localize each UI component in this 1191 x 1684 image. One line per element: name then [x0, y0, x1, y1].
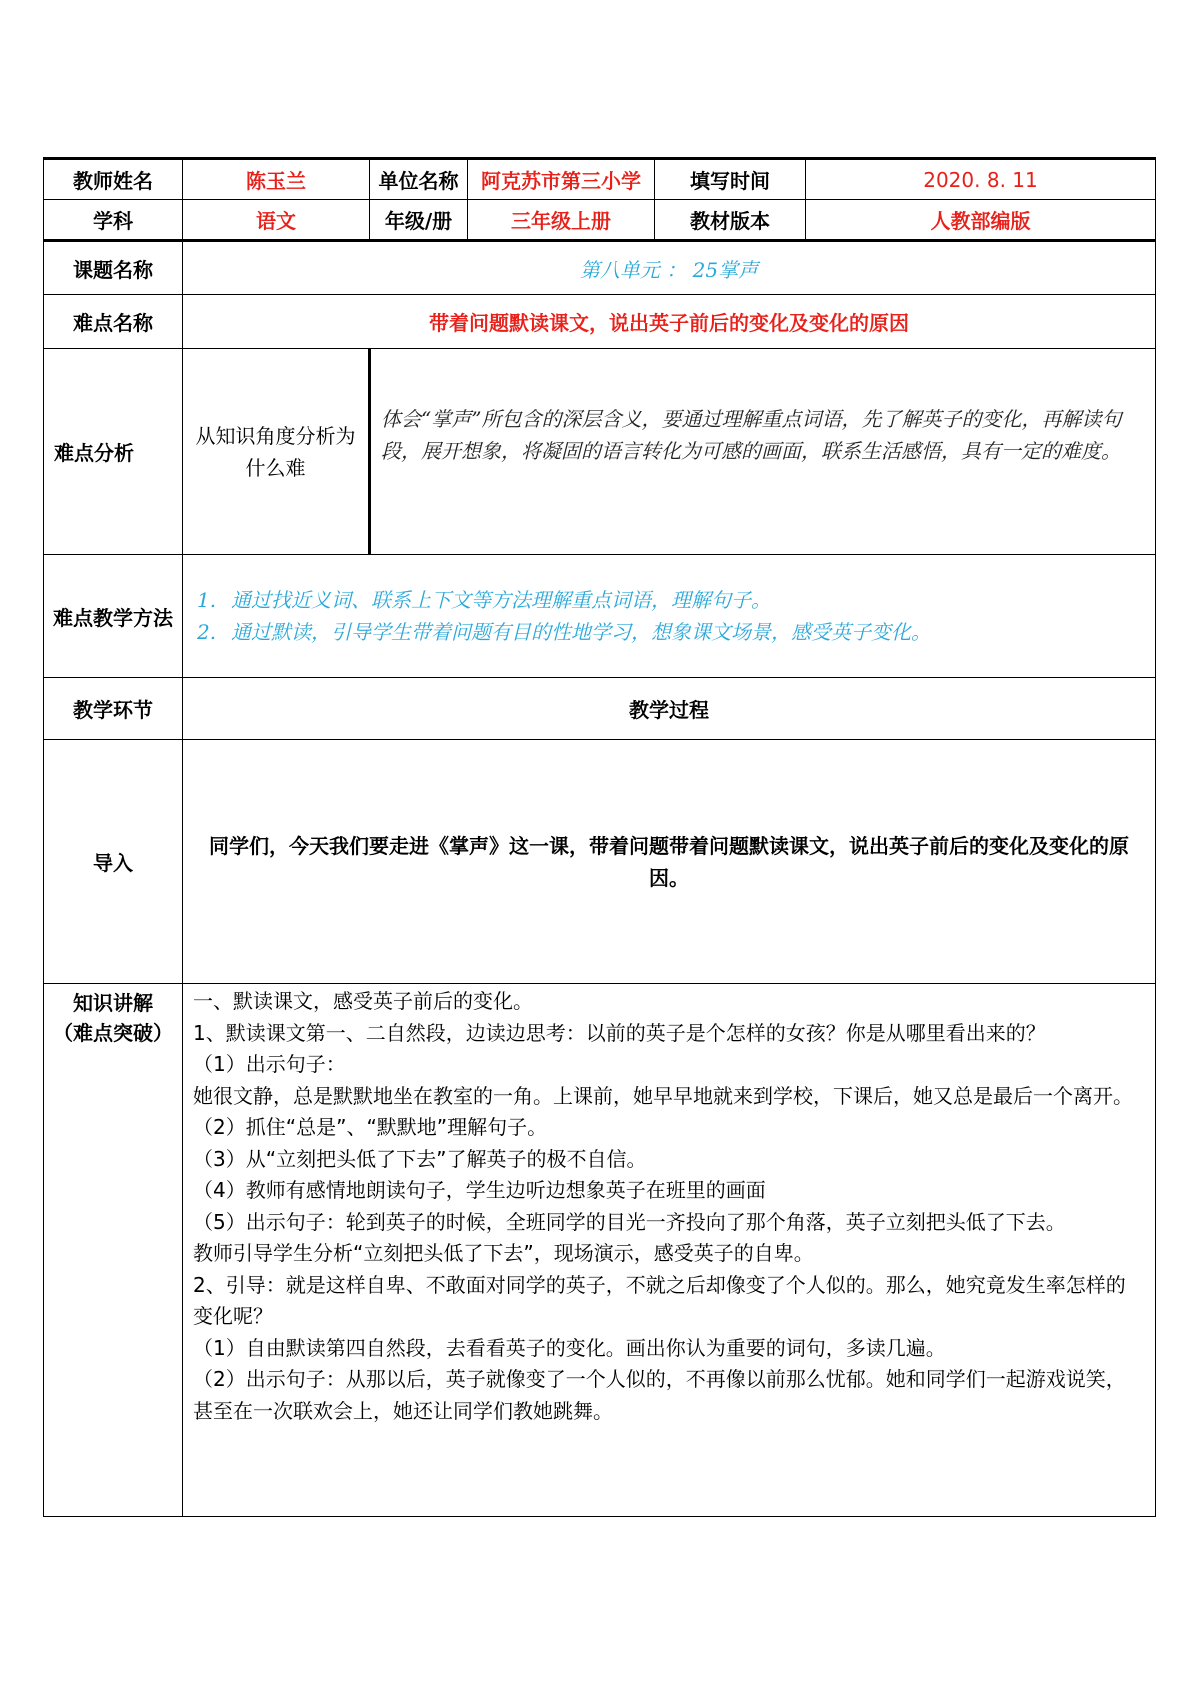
knowledge-label-line2: （难点突破） [53, 1021, 173, 1045]
knowledge-line: 她很文静，总是默默地坐在教室的一角。上课前，她早早地就来到学校，下课后，她又总是最后一个离开。 [193, 1083, 1133, 1108]
analysis-text: 体会“掌声”所包含的深层含义，要通过理解重点词语，先了解英子的变化，再解读句段，展开想象，将凝固的语言转化为可感的画面，联系生活感悟，具有一定的难度。 [370, 349, 1156, 555]
process-stage-label: 教学环节 [44, 678, 183, 740]
teacher-label: 教师姓名 [44, 159, 183, 200]
knowledge-label-line1: 知识讲解 [73, 991, 153, 1015]
grade-label: 年级/册 [370, 200, 468, 241]
analysis-sub-label [183, 349, 370, 555]
knowledge-line: 教师引导学生分析“立刻把头低了下去”，现场演示，感受英子的自卑。 [193, 1241, 814, 1265]
intro-label: 导入 [44, 740, 183, 984]
date-value: 2020. 8. 11 [806, 159, 1156, 200]
method-item [193, 584, 1145, 616]
knowledge-content [183, 984, 1156, 1517]
topic-value: 第八单元 ： 25掌声 [183, 241, 1156, 295]
analysis-sub-label-line1: 从知识角度分析为 [195, 423, 356, 448]
analysis-sub-label-line2: 什么难 [245, 455, 306, 480]
edition-label: 教材版本 [655, 200, 806, 241]
knowledge-line: （3）从“立刻把头低了下去”了解英子的极不自信。 [193, 1146, 647, 1171]
methods-list [183, 555, 1156, 678]
difficulty-value: 带着问题默读课文，说出英子前后的变化及变化的原因 [183, 295, 1156, 349]
process-label: 教学过程 [183, 678, 1156, 740]
knowledge-line: （2）抓住“总是”、“默默地”理解句子。 [193, 1115, 548, 1139]
method-number: 2. [197, 620, 217, 644]
methods-label: 难点教学方法 [44, 555, 183, 678]
method-number: 1. [197, 588, 217, 612]
lesson-plan-page [43, 157, 1155, 1517]
knowledge-label [44, 984, 183, 1517]
knowledge-line: （1）自由默读第四自然段，去看看英子的变化。画出你认为重要的词句，多读几遍。 [193, 1335, 946, 1360]
date-label: 填写时间 [655, 159, 806, 200]
knowledge-line: 1、默读课文第一、二自然段，边读边思考：以前的英子是个怎样的女孩？你是从哪里看出来的？ [193, 1020, 1046, 1045]
topic-label: 课题名称 [44, 241, 183, 295]
edition-value: 人教部编版 [806, 200, 1156, 241]
method-item [193, 616, 1145, 648]
knowledge-line: （1）出示句子： [193, 1052, 346, 1076]
grade-value: 三年级上册 [468, 200, 655, 241]
analysis-label: 难点分析 [44, 349, 183, 555]
intro-text: 同学们，今天我们要走进《掌声》这一课，带着问题带着问题默读课文，说出英子前后的变化及变化的原因。 [183, 740, 1156, 984]
method-text: 通过找近义词、联系上下文等方法理解重点词语，理解句子。 [231, 588, 771, 612]
subject-label: 学科 [44, 200, 183, 241]
knowledge-line: （5）出示句子：轮到英子的时候，全班同学的目光一齐投向了那个角落，英子立刻把头低了下去。 [193, 1209, 1066, 1234]
method-text: 通过默读，引导学生带着问题有目的性地学习，想象课文场景，感受英子变化。 [231, 620, 931, 644]
lesson-plan-table [43, 157, 1156, 1517]
knowledge-line: 2、引导：就是这样自卑、不敢面对同学的英子，不就之后却像变了个人似的。那么，她究竟发生率怎样的变化呢？ [193, 1272, 1126, 1328]
teacher-value: 陈玉兰 [183, 159, 370, 200]
unit-value: 阿克苏市第三小学 [468, 159, 655, 200]
subject-value: 语文 [183, 200, 370, 241]
knowledge-line: （2）出示句子：从那以后，英子就像变了一个人似的，不再像以前那么忧郁。她和同学们一起游戏说笑，甚至在一次联欢会上，她还让同学们教她跳舞。 [193, 1367, 1126, 1423]
difficulty-label: 难点名称 [44, 295, 183, 349]
knowledge-line: （4）教师有感情地朗读句子，学生边听边想象英子在班里的画面 [193, 1178, 766, 1202]
unit-label: 单位名称 [370, 159, 468, 200]
knowledge-line: 一、默读课文，感受英子前后的变化。 [193, 989, 533, 1013]
